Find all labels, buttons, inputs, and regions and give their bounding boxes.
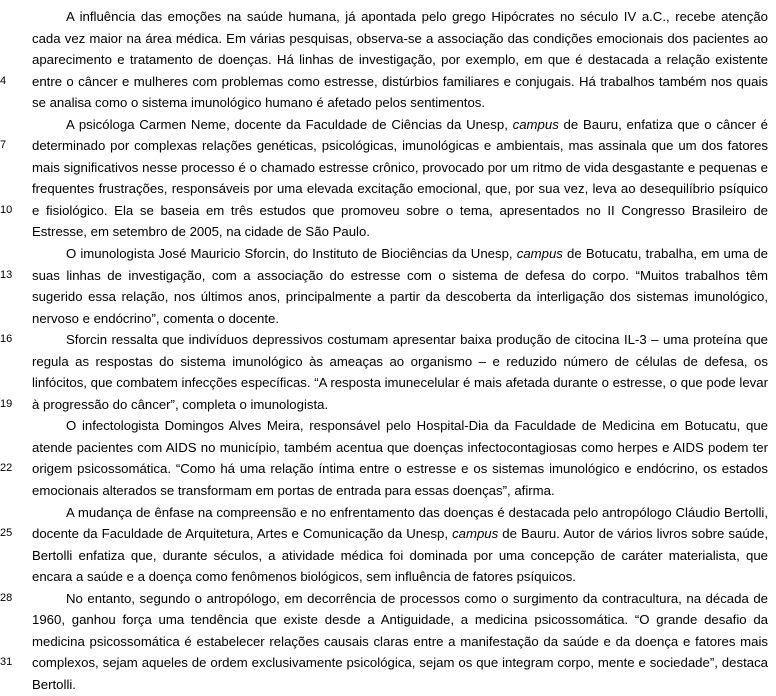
line-number — [0, 480, 22, 502]
line-number: 22 — [0, 462, 13, 475]
line-number — [0, 28, 22, 50]
line-number — [0, 631, 22, 653]
line-number-gutter — [0, 6, 22, 696]
line-number — [0, 674, 22, 696]
line-number — [0, 221, 22, 243]
paragraph: A psicóloga Carmen Neme, docente da Faculdade de Ciências da Unesp, campus de Bauru, enfatiza que o câncer é determinado por complexas relações genéticas, psicológicas, imunológicas e ambientais, mas assinala que um dos fatores mais significativos nesse processo é o chamado estresse crônico, provocado por um ritmo de vida desgastante e pequenas e frequentes frustrações, responsáveis por uma elevada excitação emocional, que, por sua vez, leva ao desequilíbrio psíquico e fisiológico. Ela se baseia em três estudos que promoveu sobre o tema, apresentados no II Congresso Brasileiro de Estresse, em setembro de 2005, na cidade de São Paulo. — [32, 116, 768, 240]
line-number — [0, 243, 22, 265]
paragraph: Sforcin ressalta que indivíduos depressivos costumam apresentar baixa produção de citocina IL-3 – uma proteína que regula as respostas do sistema imunológico às ameaças ao organismo – e reduzido número de células de defesa, os linfócitos, que combatem infecções específicas. “A resposta imunecelular é mais afetada durante o estresse, o que pode levar à progressão do câncer”, completa o imunologista. — [32, 332, 768, 412]
paragraph: A mudança de ênfase na compreensão e no enfrentamento das doenças é destacada pelo antropólogo Cláudio Bertolli, docente da Faculdade de Arquitetura, Artes e Comunicação da Unesp, campus de Bauru. Autor de vários livros sobre saúde, Bertolli enfatiza que, durante séculos, a atividade médica foi dominada por uma concepção de caráter materialista, que encara a saúde e a doença como fenômenos biológicos, sem influência de fatores psíquicos. — [32, 504, 769, 585]
line-number: 28 — [0, 591, 13, 604]
line-number — [0, 178, 22, 200]
line-number — [0, 157, 22, 179]
line-number — [0, 372, 22, 394]
document-body — [32, 6, 768, 696]
line-number: 19 — [0, 397, 13, 410]
line-number — [0, 114, 22, 136]
paragraph: O infectologista Domingos Alves Meira, responsável pelo Hospital-Dia da Faculdade de Medicina em Botucatu, que atende pacientes com AIDS no município, também acentua que doenças infectocontagiosas como herpes e AIDS podem ter origem psicossomática. “Como há uma relação íntima entre o estresse e os sistemas imunológico e endócrino, os estados emocionais alterados se transformam em portas de entrada para essas doenças”, afirma. — [32, 418, 768, 499]
line-number: 31 — [0, 656, 13, 669]
paragraph: O imunologista José Mauricio Sforcin, do Instituto de Biociências da Unesp, campus de Botucatu, trabalha, em uma de suas linhas de investigação, com a associação do estresse com o sistema de defesa do corpo. “Muitos trabalhos têm sugerido essa relação, nos últimos anos, principalmente a partir da descoberta da interligação dos sistemas imunológico, nervoso e endócrino”, comenta o docente. — [32, 246, 768, 326]
line-number — [0, 351, 22, 373]
line-number — [0, 502, 22, 524]
paragraph: A influência das emoções na saúde humana, já apontada pelo grego Hipócrates no século IV a.C., recebe atenção cada vez maior na área médica. Em várias pesquisas, observa-se a associação das condições emocionais dos pacientes ao aparecimento e tratamento de doenças. Há linhas de investigação, por exemplo, em que é destacada a relação existente entre o câncer e mulheres com problemas como estresse, distúrbios familiares e conjugais. Há trabalhos também nos quais se analisa como o sistema imunológico humano é afetado pelos sentimentos. — [32, 9, 768, 111]
line-number — [0, 286, 22, 308]
line-number: 16 — [0, 333, 13, 346]
line-number — [0, 609, 22, 631]
line-number: 7 — [0, 139, 7, 152]
line-number: 25 — [0, 527, 13, 540]
line-number — [0, 437, 22, 459]
line-number: 13 — [0, 268, 13, 281]
line-number — [0, 6, 22, 28]
line-number — [0, 92, 22, 114]
paragraph: No entanto, segundo o antropólogo, em decorrência de processos como o surgimento da contracultura, na década de 1960, ganhou força uma tendência que existe desde a Antiguidade, a medicina psicossomática. “O grande desafio da medicina psicossomática é estabelecer relações causais claras entre a manifestação da saúde e da doença e fatores mais complexos, sejam aqueles de ordem exclusivamente psicológica, sejam os que integram corpo, mente e sociedade”, destaca Bertolli. — [32, 590, 768, 692]
line-number — [0, 566, 22, 588]
line-number — [0, 415, 22, 437]
line-number: 10 — [0, 203, 13, 216]
line-number: 4 — [0, 74, 7, 87]
line-number — [0, 545, 22, 567]
line-number — [0, 49, 22, 71]
line-number — [0, 308, 22, 330]
